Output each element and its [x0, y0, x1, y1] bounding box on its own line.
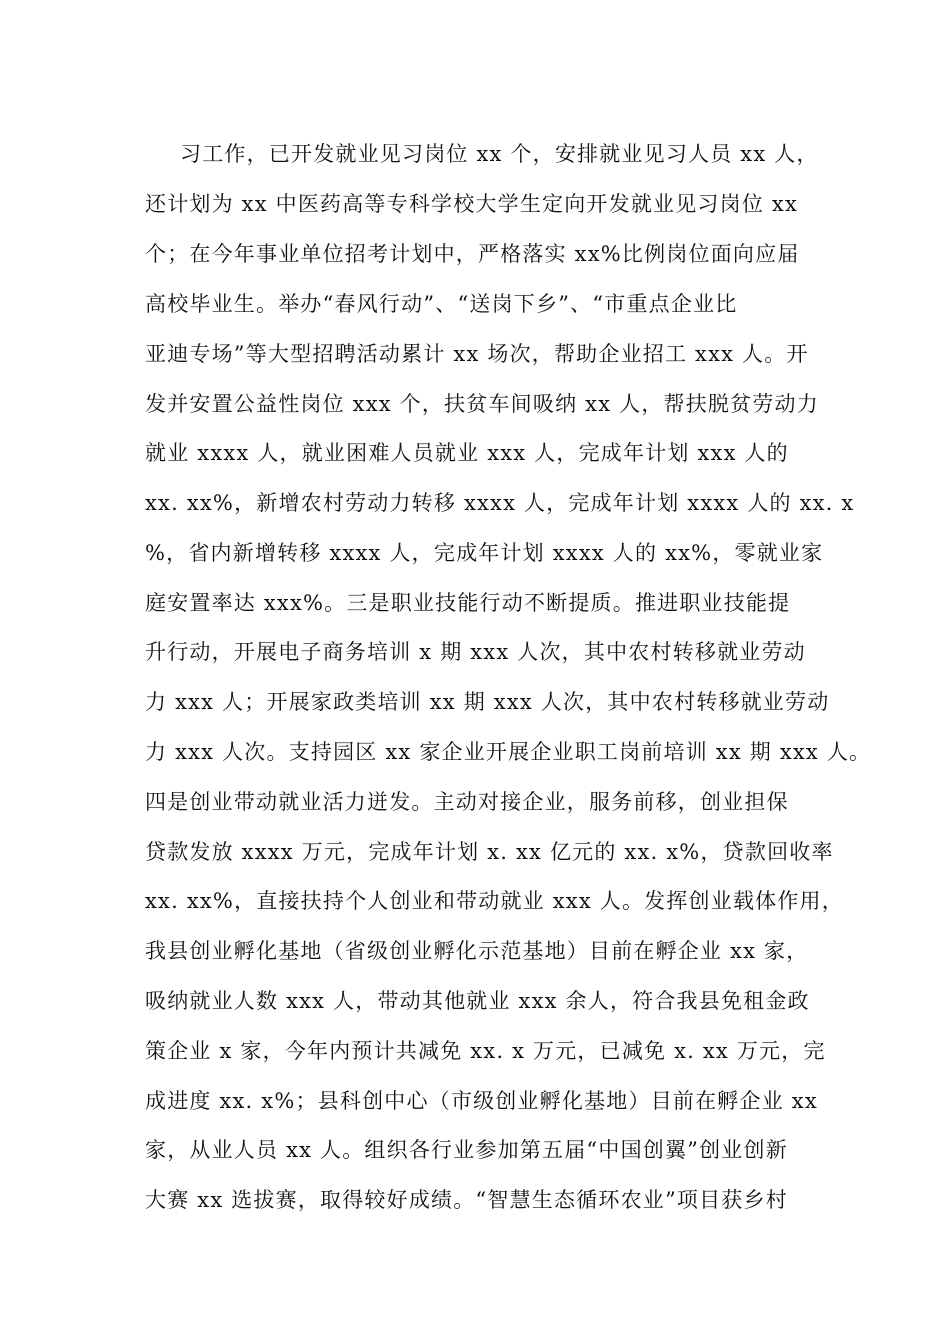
text-line-11: 升行动，开展电子商务培训 x 期 xxx 人次，其中农村转移就业劳动 [145, 640, 806, 664]
text-line-8: xx. xx%，新增农村劳动力转移 xxxx 人，完成年计划 xxxx 人的 xx. x [145, 491, 855, 515]
text-line-9: %，省内新增转移 xxxx 人，完成年计划 xxxx 人的 xx%，零就业家 [145, 541, 824, 565]
text-line-21: 家，从业人员 xx 人。组织各行业参加第五届“中国创翼”创业创新 [145, 1138, 788, 1162]
text-line-3: 个；在今年事业单位招考计划中，严格落实 xx%比例岗位面向应届 [145, 242, 800, 266]
text-line-7: 就业 xxxx 人，就业困难人员就业 xxx 人，完成年计划 xxx 人的 [145, 441, 789, 465]
text-line-16: xx. xx%，直接扶持个人创业和带动就业 xxx 人。发挥创业载体作用， [145, 889, 844, 913]
text-line-15: 贷款发放 xxxx 万元，完成年计划 x. xx 亿元的 xx. x%，贷款回收率 [145, 840, 834, 864]
text-line-17: 我县创业孵化基地（省级创业孵化示范基地）目前在孵企业 xx 家， [145, 939, 809, 963]
text-line-13: 力 xxx 人次。支持园区 xx 家企业开展企业职工岗前培训 xx 期 xxx 人。 [145, 740, 872, 764]
text-line-20: 成进度 xx. x%；县科创中心（市级创业孵化基地）目前在孵企业 xx [145, 1089, 818, 1113]
text-line-19: 策企业 x 家，今年内预计共减免 xx. x 万元，已减免 x. xx 万元，完 [145, 1039, 826, 1063]
text-line-12: 力 xxx 人；开展家政类培训 xx 期 xxx 人次，其中农村转移就业劳动 [145, 690, 830, 714]
text-line-5: 亚迪专场”等大型招聘活动累计 xx 场次，帮助企业招工 xxx 人。开 [145, 342, 809, 366]
text-line-18: 吸纳就业人数 xxx 人，带动其他就业 xxx 余人，符合我县免租金政 [145, 989, 810, 1013]
text-line-14: 四是创业带动就业活力迸发。主动对接企业，服务前移，创业担保 [145, 790, 789, 814]
text-line-10: 庭安置率达 xxx%。三是职业技能行动不断提质。推进职业技能提 [145, 591, 791, 615]
text-line-2: 还计划为 xx 中医药高等专科学校大学生定向开发就业见习岗位 xx [145, 192, 798, 216]
text-line-4: 高校毕业生。举办“春风行动”、“送岗下乡”、“市重点企业比 [145, 292, 738, 316]
text-line-22: 大赛 xx 选拔赛，取得较好成绩。“智慧生态循环农业”项目获乡村 [145, 1188, 788, 1212]
text-line-1: 习工作，已开发就业见习岗位 xx 个，安排就业见习人员 xx 人， [180, 142, 819, 166]
text-line-6: 发并安置公益性岗位 xxx 个，扶贫车间吸纳 xx 人，帮扶脱贫劳动力 [145, 392, 819, 416]
